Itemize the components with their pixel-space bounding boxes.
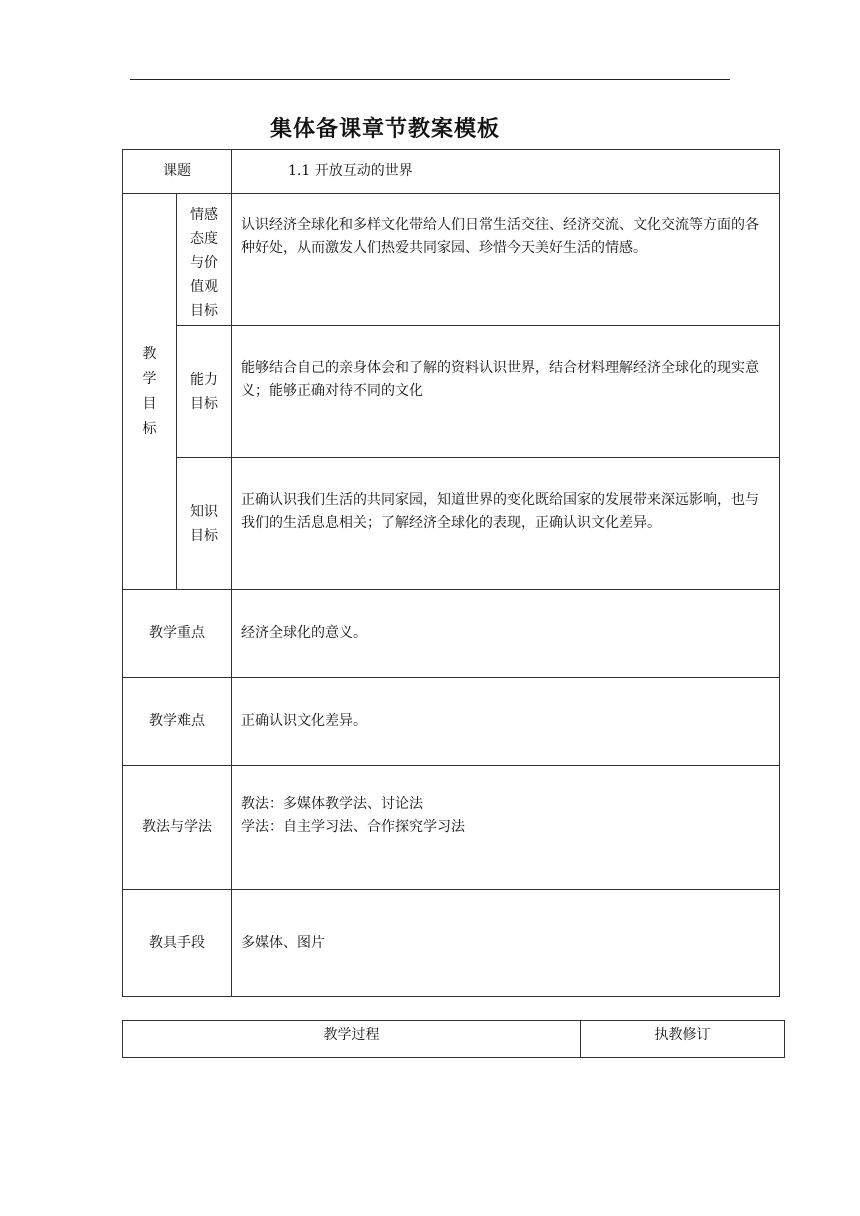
- methods-label: 教法与学法: [123, 766, 232, 890]
- objective-emotion-label: 情感态度与价值观目标: [189, 207, 218, 319]
- header-rule: [130, 79, 730, 80]
- objective-knowledge-text: 正确认识我们生活的共同家园，知道世界的变化既给国家的发展带来深远影响，也与我们的生活息息相关；了解经济全球化的表现，正确认识文化差异。: [232, 458, 780, 590]
- process-col-teaching: 教学过程: [123, 1021, 581, 1058]
- difficulty-label: 教学难点: [123, 678, 232, 766]
- objective-row-emotion: [123, 194, 780, 326]
- difficulty-row: [123, 678, 780, 766]
- topic-label: 课题: [123, 150, 232, 194]
- tools-row: [123, 890, 780, 997]
- tools-text: 多媒体、图片: [232, 890, 780, 997]
- objective-row-knowledge: [123, 458, 780, 590]
- methods-cell: [232, 766, 780, 890]
- tools-label: 教具手段: [123, 890, 232, 997]
- objective-ability-label-cell: [177, 326, 232, 458]
- difficulty-text: 正确认识文化差异。: [232, 678, 780, 766]
- objective-emotion-text: 认识经济全球化和多样文化带给人们日常生活交往、经济交流、文化交流等方面的各种好处，从而激发人们热爱共同家园、珍惜今天美好生活的情感。: [232, 194, 780, 326]
- process-table: [122, 1020, 785, 1058]
- key-point-row: [123, 590, 780, 678]
- document-title: 集体备课章节教案模板: [270, 117, 501, 142]
- objective-knowledge-label: 知识目标: [189, 503, 218, 544]
- key-point-text: 经济全球化的意义。: [232, 590, 780, 678]
- topic-row: [123, 150, 780, 194]
- process-header-row: [123, 1021, 785, 1058]
- key-point-label: 教学重点: [123, 590, 232, 678]
- objective-row-ability: [123, 326, 780, 458]
- topic-value: 1.1 开放互动的世界: [232, 150, 780, 194]
- objective-knowledge-label-cell: [177, 458, 232, 590]
- teaching-method-text: 教法：多媒体教学法、讨论法: [241, 796, 423, 812]
- process-col-revision: 执教修订: [581, 1021, 785, 1058]
- learning-method-text: 学法：自主学习法、合作探究学习法: [241, 819, 465, 835]
- objectives-label-cell: [123, 194, 177, 590]
- objective-ability-label: 能力目标: [189, 371, 218, 412]
- lesson-plan-table: [122, 149, 780, 997]
- objective-emotion-label-cell: [177, 194, 232, 326]
- methods-row: [123, 766, 780, 890]
- objectives-label: 教学目标: [142, 345, 157, 437]
- objective-ability-text: 能够结合自己的亲身体会和了解的资料认识世界，结合材料理解经济全球化的现实意义；能够正确对待不同的文化: [232, 326, 780, 458]
